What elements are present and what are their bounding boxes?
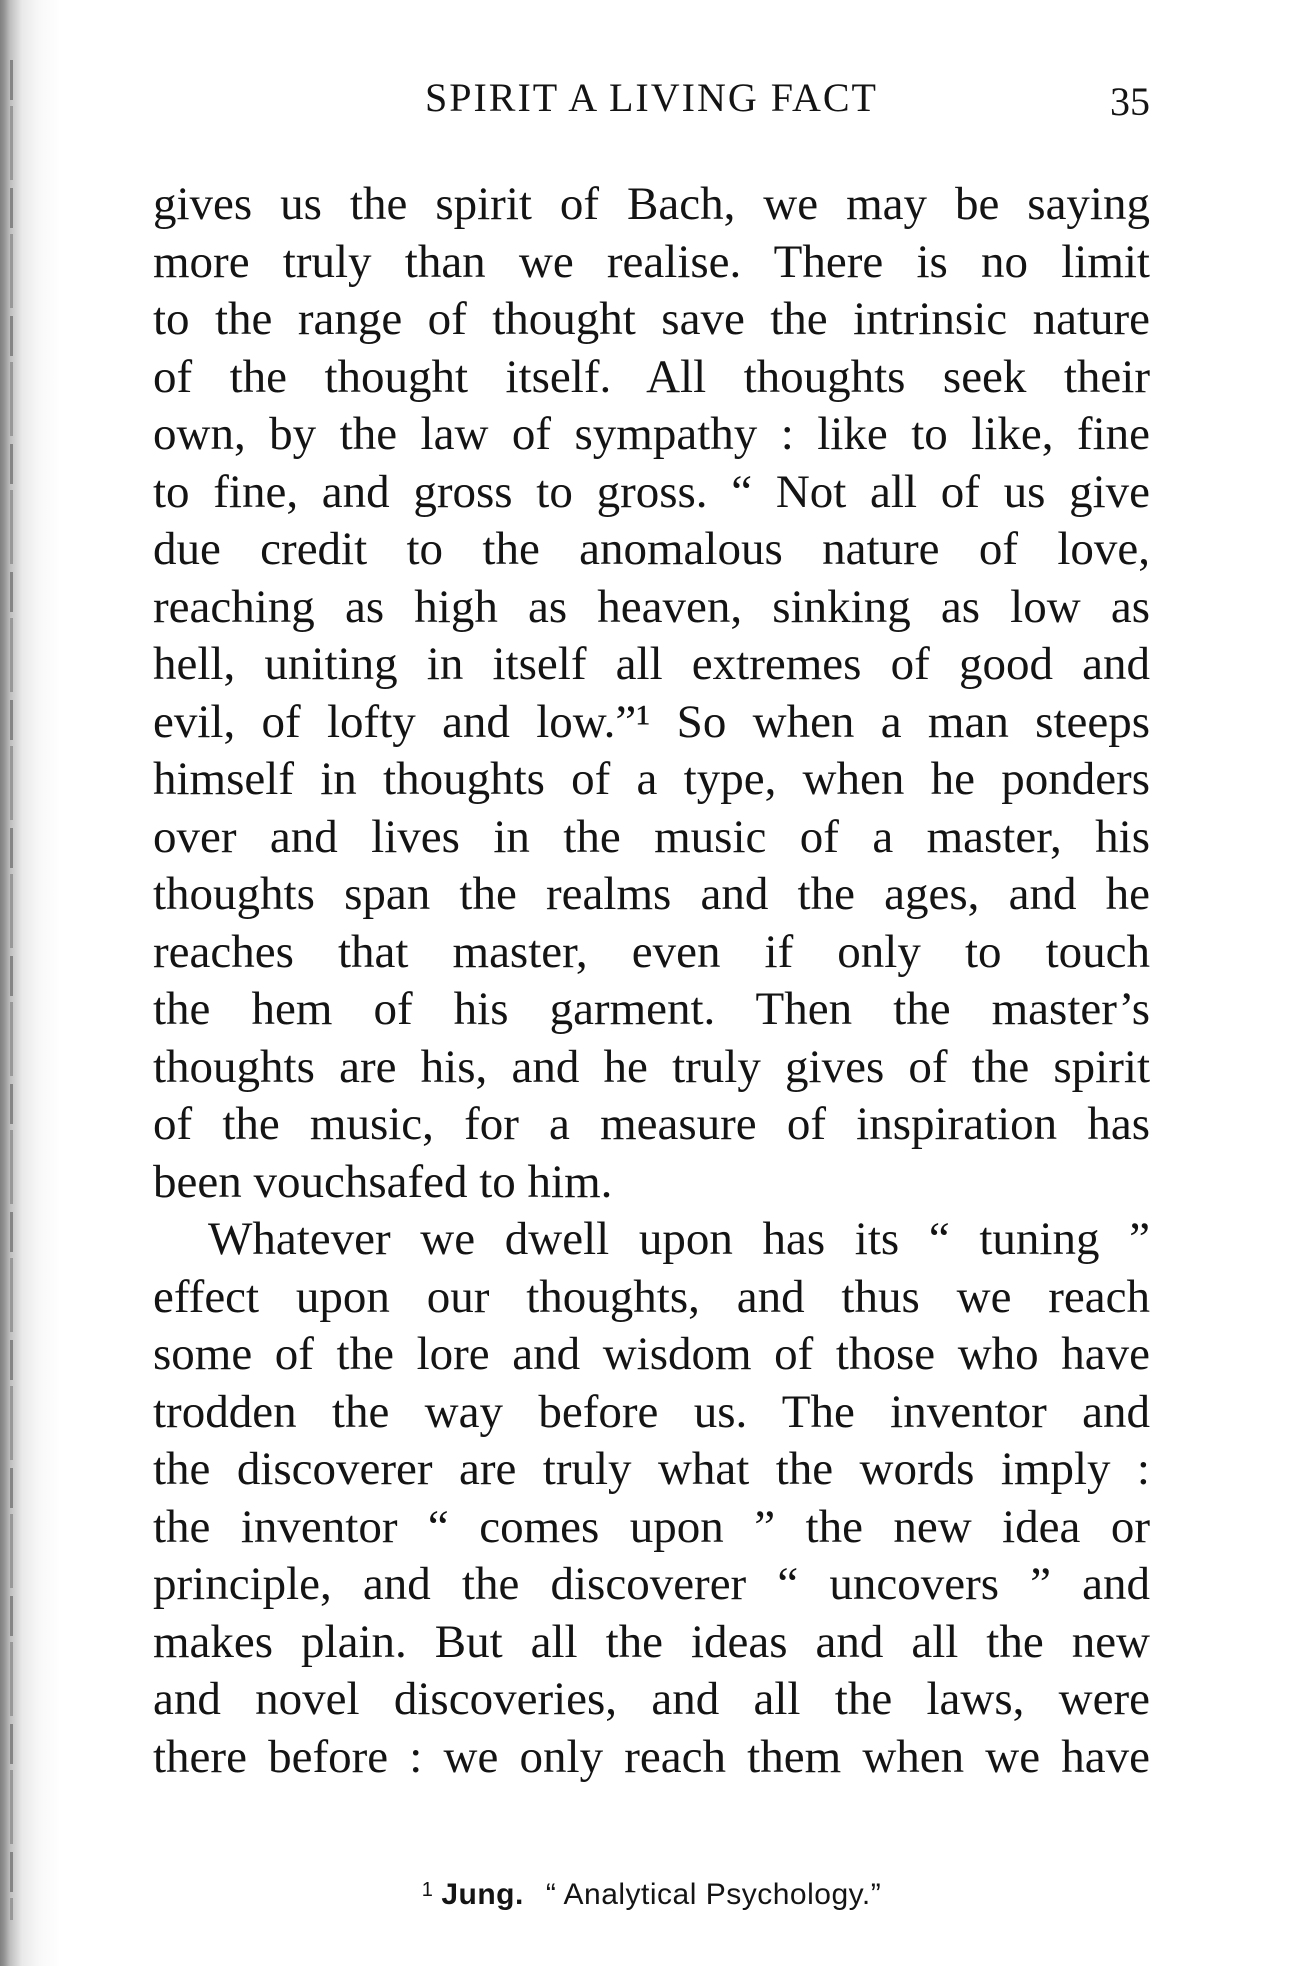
body-text (153, 176, 1150, 1786)
text-line: reaching as high as heaven, sinking as low as (153, 580, 1150, 633)
text-line: due credit to the anomalous nature of love, (153, 523, 1150, 575)
text-line: the discoverer are truly what the words imply : (153, 1443, 1150, 1495)
text-line: the hem of his garment. Then the master’s (153, 983, 1150, 1035)
page-number: 35 (1110, 79, 1150, 124)
text-line: there before : we only reach them when we have (153, 1730, 1150, 1783)
text-line: the inventor “ comes upon ” the new idea or (153, 1500, 1150, 1553)
text-line: thoughts span the realms and the ages, and he (153, 868, 1150, 920)
text-line: principle, and the discoverer “ uncovers ” and (153, 1558, 1150, 1610)
text-line: been vouchsafed to him. (153, 1155, 613, 1208)
text-line: over and lives in the music of a master, his (153, 810, 1150, 863)
text-line: gives us the spirit of Bach, we may be saying (153, 178, 1150, 230)
text-line: evil, of lofty and low.”¹ So when a man steeps (153, 695, 1150, 748)
running-head (153, 70, 1150, 130)
text-line: hell, uniting in itself all extremes of good and (153, 638, 1150, 690)
text-line: effect upon our thoughts, and thus we reach (153, 1270, 1150, 1323)
text-line: Whatever we dwell upon has its “ tuning ” (208, 1213, 1150, 1265)
text-line: reaches that master, even if only to touch (153, 925, 1150, 978)
footnote-author: Jung. (441, 1878, 524, 1911)
footnote (153, 1878, 1150, 1912)
text-line: makes plain. But all the ideas and all the new (153, 1615, 1150, 1668)
text-line: trodden the way before us. The inventor and (153, 1385, 1150, 1438)
text-line: some of the lore and wisdom of those who have (153, 1328, 1150, 1380)
text-line: to fine, and gross to gross. “ Not all of us give (153, 465, 1150, 518)
text-line: of the thought itself. All thoughts seek their (153, 350, 1150, 403)
text-line: thoughts are his, and he truly gives of the spirit (153, 1040, 1150, 1093)
text-line: himself in thoughts of a type, when he ponders (153, 753, 1150, 805)
footnote-title: “ Analytical Psychology.” (545, 1878, 882, 1911)
text-line: more truly than we realise. There is no limit (153, 235, 1150, 288)
running-title: SPIRIT A LIVING FACT (424, 75, 878, 120)
text-line: of the music, for a measure of inspiration has (153, 1098, 1150, 1150)
text-line: and novel discoveries, and all the laws, were (153, 1673, 1150, 1725)
footnote-marker: 1 (421, 1879, 434, 1901)
text-line: to the range of thought save the intrinsic nature (153, 293, 1150, 345)
text-line: own, by the law of sympathy : like to like, fine (153, 408, 1150, 460)
